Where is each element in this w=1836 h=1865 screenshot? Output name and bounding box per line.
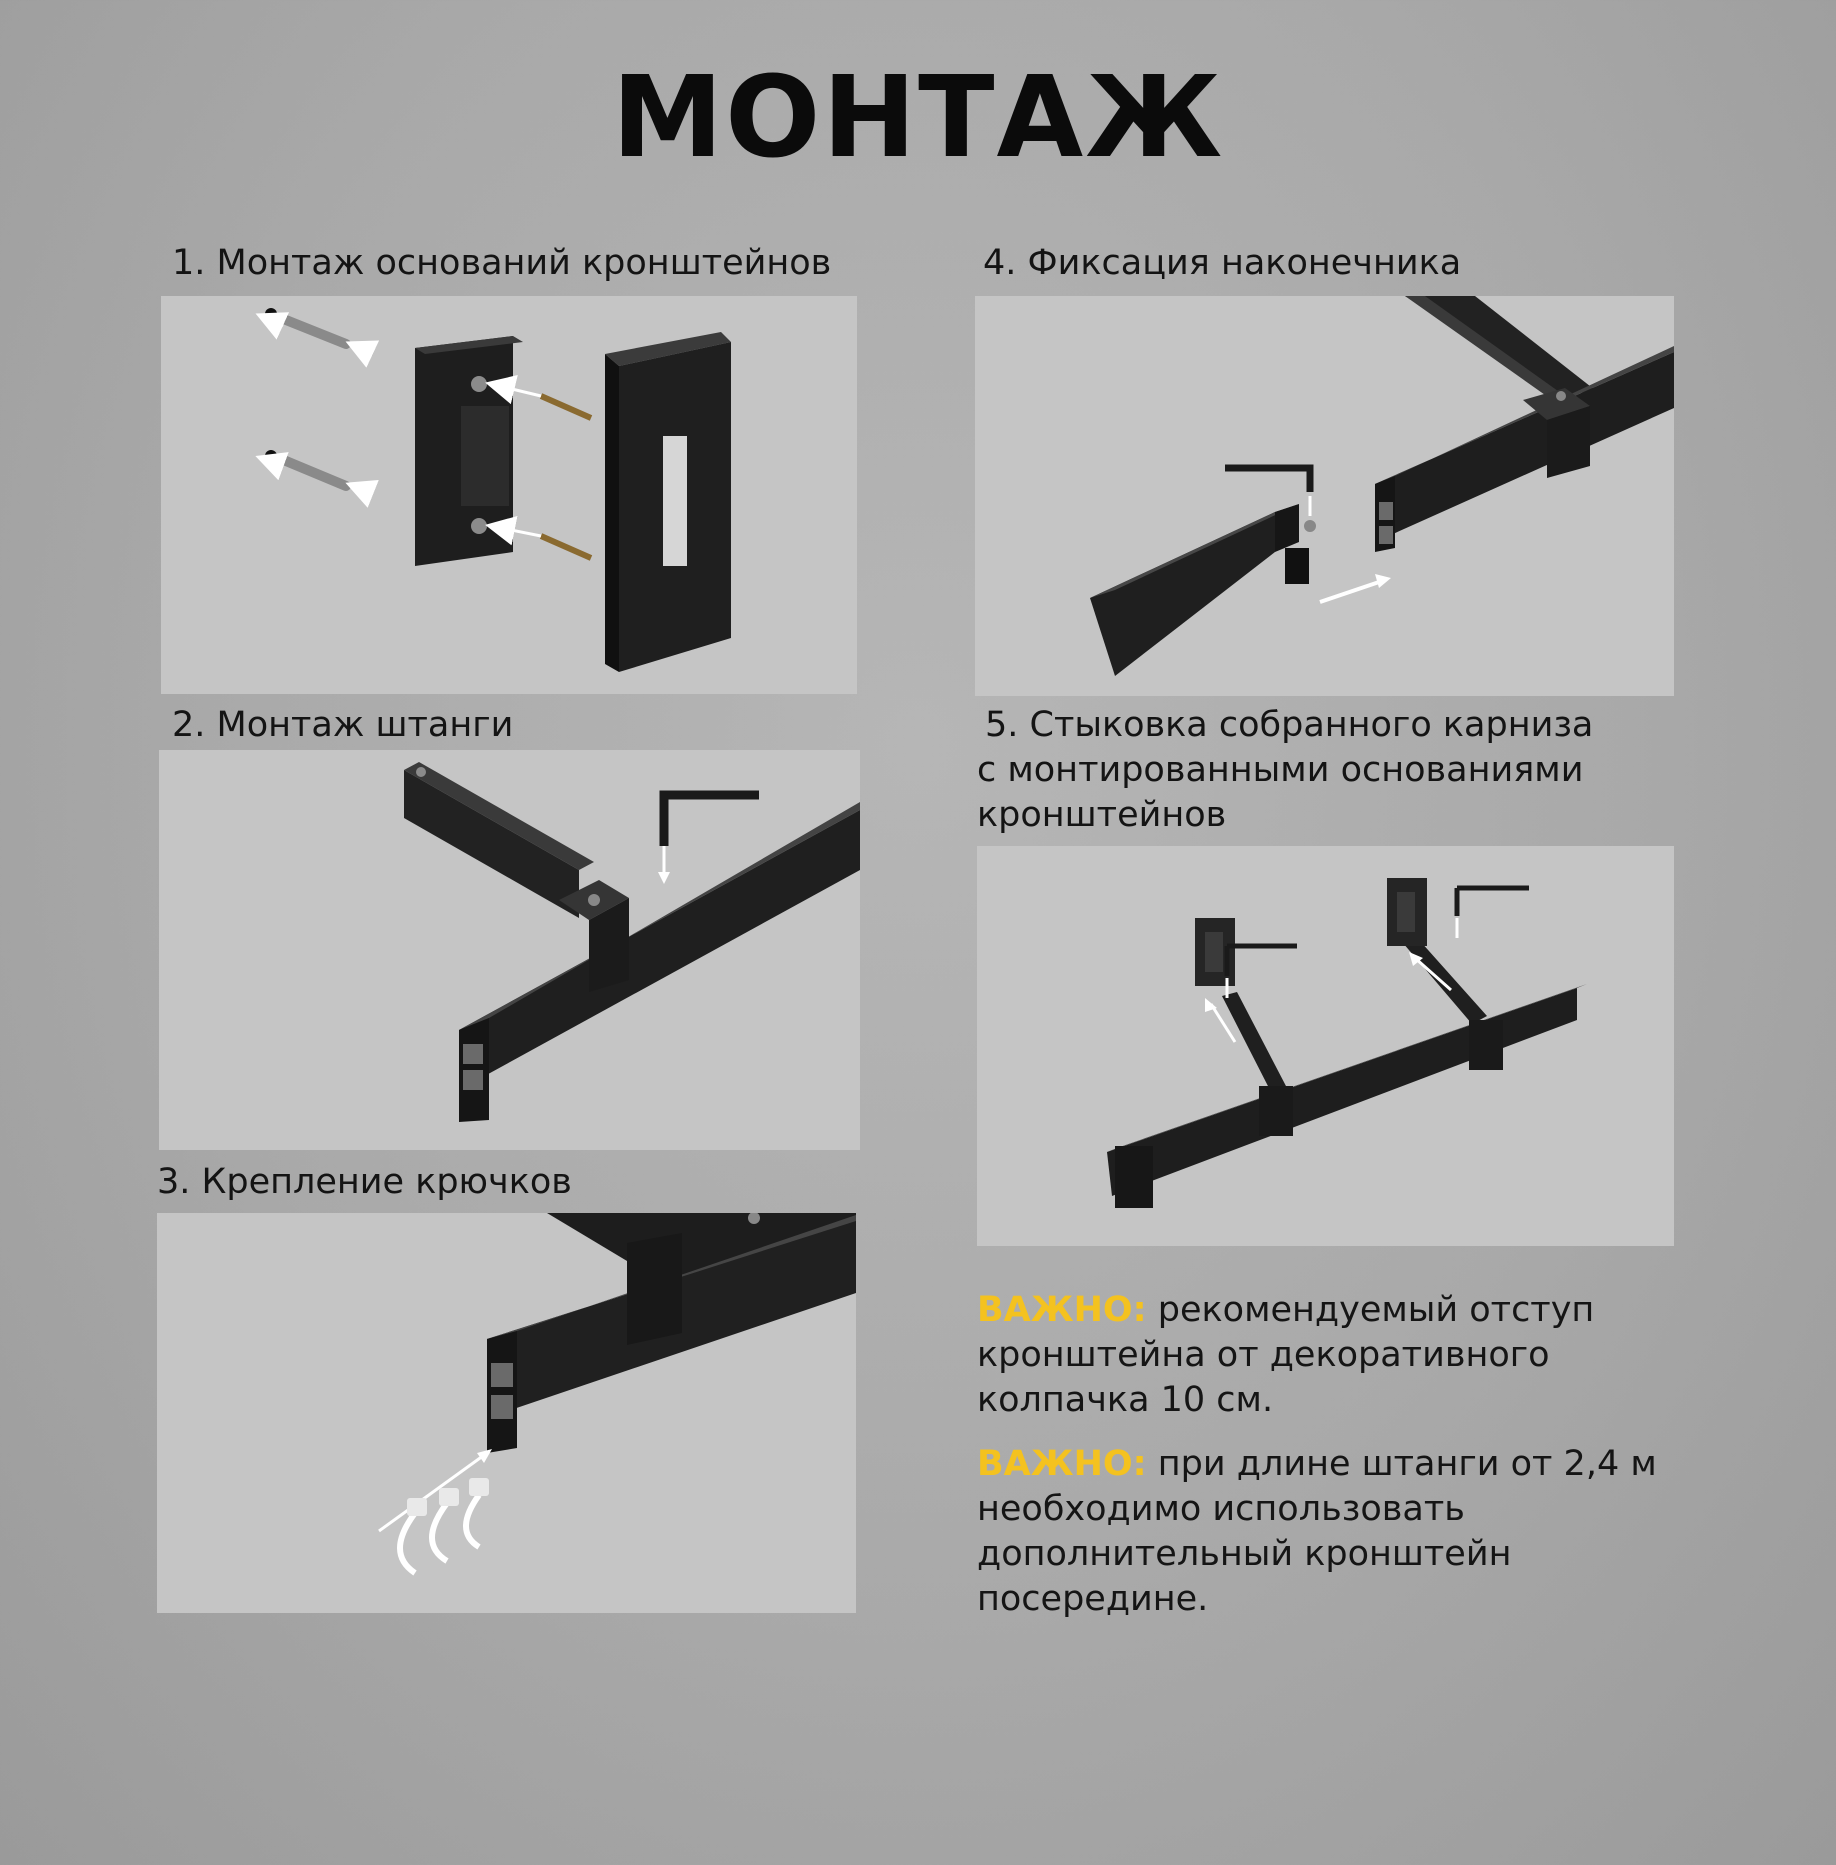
- step-5-illustration: [977, 846, 1674, 1246]
- note-2: [977, 1442, 1836, 1622]
- note-1-highlight: ВАЖНО:: [977, 1290, 1147, 1330]
- step-1-illustration: [161, 296, 857, 694]
- step-5-caption-line-3: кронштейнов: [977, 795, 1227, 835]
- step-3-illustration: [157, 1213, 856, 1613]
- note-2-line-2: необходимо использовать: [977, 1489, 1465, 1529]
- step-1-caption: 1. Монтаж оснований кронштейнов: [172, 243, 832, 283]
- note-2-line-4: посередине.: [977, 1579, 1209, 1619]
- note-2-line-1: при длине штанги от 2,4 м: [1146, 1444, 1657, 1484]
- step-4-caption: 4. Фиксация наконечника: [983, 243, 1462, 283]
- page-title: МОНТАЖ: [611, 53, 1225, 183]
- note-1-line-1: рекомендуемый отступ: [1146, 1290, 1595, 1330]
- step-5-caption-line-2: с монтированными основаниями: [977, 750, 1584, 790]
- step-5-caption-line-1: 5. Стыковка собранного карниза: [985, 705, 1594, 745]
- note-1: [977, 1288, 1836, 1423]
- note-2-highlight: ВАЖНО:: [977, 1444, 1147, 1484]
- note-1-line-3: колпачка 10 см.: [977, 1380, 1274, 1420]
- note-1-line-2: кронштейна от декоративного: [977, 1335, 1550, 1375]
- step-4-illustration: [975, 296, 1674, 696]
- step-2-caption: 2. Монтаж штанги: [172, 705, 514, 745]
- note-2-line-3: дополнительный кронштейн: [977, 1534, 1512, 1574]
- step-3-caption: 3. Крепление крючков: [157, 1162, 572, 1202]
- step-2-illustration: [159, 750, 860, 1150]
